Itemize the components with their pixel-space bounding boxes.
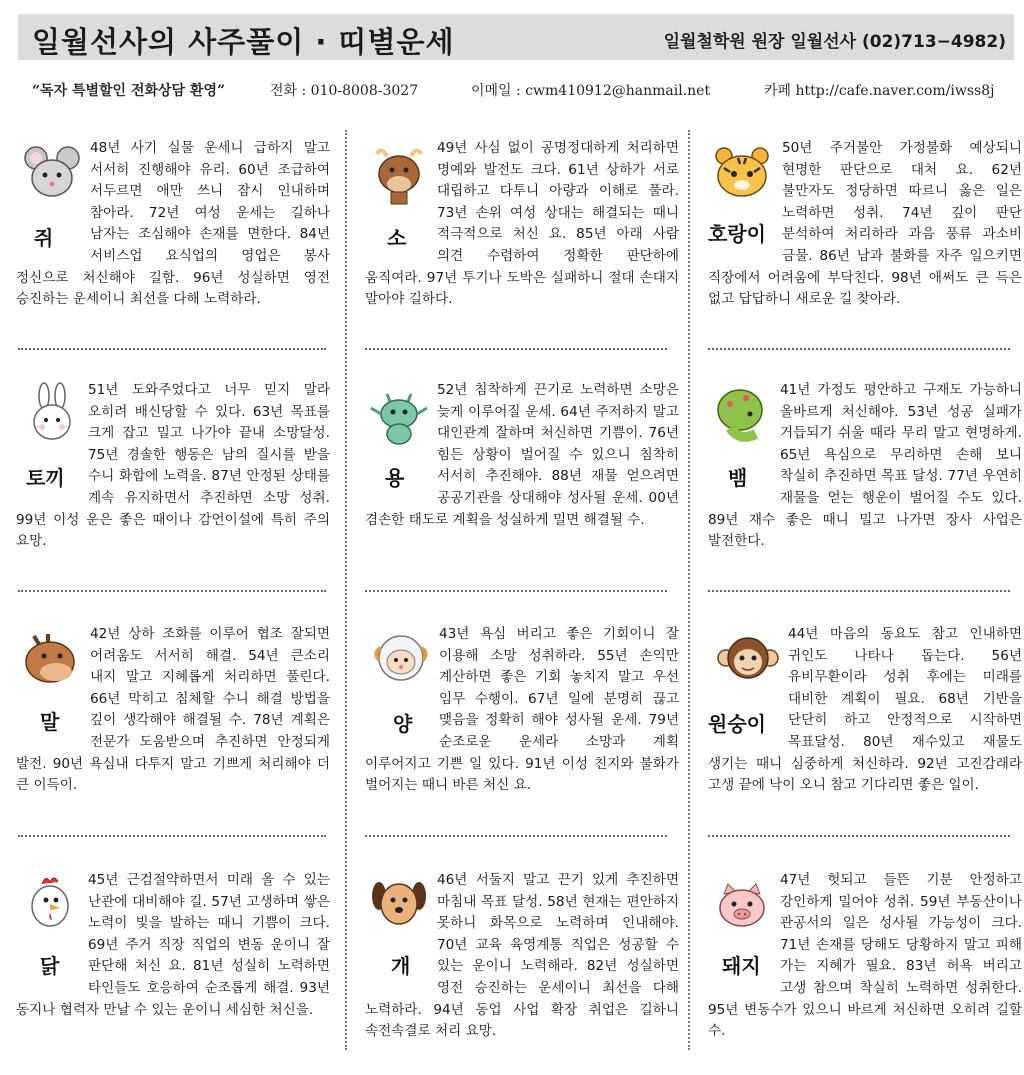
author-info: 일월철학원 원장 일월선사 (02)713−4982): [663, 32, 1006, 52]
row-divider: [708, 348, 1010, 350]
animal-name: 개: [391, 954, 411, 978]
animal-name: 뱀: [728, 466, 748, 490]
fortune-rooster: [16, 870, 341, 1075]
fortune-text: 52년 침착하게 끈기로 노력하면 소망은 늦게 이루어질 운세. 64년 주저하지 말고 대인관계 잘하며 처신하면 기쁨이. 76년 힘든 상황이 벌어질 수 있으니 침착히 서서히 추진해야. 88년 재물 얻으려면 공공기관을 상대해야 성사될 운세. 00년 겸손한 태도로 계획을 성실하게 밀면 해결될 수.: [365, 382, 679, 528]
fortune-monkey: [708, 624, 1024, 829]
row-divider: [365, 835, 667, 837]
page-title: 일월선사의 사주풀이 · 띠별운세: [32, 25, 455, 59]
row-divider: [18, 590, 326, 592]
phone-number: 전화 : 010-8008-3027: [270, 83, 419, 99]
fortune-text: 46년 서둘지 말고 끈기 있게 추진하면 마침내 목표 달성. 58년 현재는 편안하지 못하니 화목으로 노력하며 인내해야. 70년 교육 육영계통 직업은 성공할 수 있는 운이니 노력해라. 82년 성실하면 영전 승진하는 운세이니 최선을 다해 노력하라. 94년 동업 사업 확장 취업은 길하니 속전속결로 처리 요망.: [365, 872, 679, 1040]
fortune-dog: [365, 870, 690, 1075]
fortune-text: 49년 사심 없이 공명정대하게 처리하면 명예와 발전도 크다. 61년 상하가 서로 대립하고 다투니 아량과 이해로 풀라. 73년 손위 여성 상대는 해결되는 때니 적극적으로 처신 요. 85년 아래 사람 의견 수렴하여 정확한 판단하에 움직여라. 97년 투기나 도박은 실패하니 절대 손대지 말아야 길하다.: [365, 140, 679, 308]
fortune-tiger: [708, 138, 1024, 343]
animal-name: 닭: [40, 954, 60, 978]
fortune-text: 44년 마음의 동요도 참고 인내하면 귀인도 나타나 돕는다. 56년 유비무환이라 성취 후에는 미래를 대비한 계획이 필요. 68년 기반을 단단히 하고 안정적으로 시작하면 목표달성. 80년 재수있고 재물도 생기는 때니 심중하게 처신하라. 92년 고진감래라 고생 끝에 낙이 오니 참고 기다리면 좋은 일이.: [708, 626, 1022, 794]
fortune-text: 47년 헛되고 들뜬 기분 안정하고 강인하게 밀어야 성취. 59년 부동산이나 관공서의 일은 성사될 가능성이 크다. 71년 손재를 당해도 당황하지 말고 피해 가는 지혜가 필요. 83년 허욕 버리고 고생 참으며 착실히 노력하면 성취한다. 95년 변동수가 있으니 바르게 처신하면 오히려 길할 수.: [708, 872, 1022, 1040]
animal-name: 쥐: [34, 226, 54, 250]
fortune-snake: [708, 380, 1024, 585]
fortune-dragon: [365, 380, 690, 585]
fortune-ox: [365, 138, 690, 343]
cafe-link[interactable]: 카페 http://cafe.naver.com/iwss8j: [764, 83, 995, 99]
row-divider: [708, 590, 1010, 592]
fortune-text: 42년 상하 조화를 이루어 협조 잘되면 어려움도 서서히 해결. 54년 큰소리 내지 말고 지혜롭게 처리하면 풀린다. 66년 막히고 침체할 수니 해결 방법을 깊이 생각해야 해결될 수. 78년 계획은 전문가 도움받으며 추진하면 안정되게 발전. 90년 욕심내 다투지 말고 기쁘게 처리해야 더 큰 이득이.: [16, 626, 330, 794]
fortune-text: 45년 근검절약하면서 미래 올 수 있는 난관에 대비해야 길. 57년 고생하며 쌓은 노력이 빛을 발하는 때니 기쁨이 크다. 69년 주거 직장 직업의 변동 운이니 잘 판단해 처신 요. 81년 성실히 노력하면 타인들도 호응하여 순조롭게 해결. 93년 동지나 협력자 만날 수 있는 운이니 세심한 처신을.: [16, 872, 330, 1018]
fortune-rat: [16, 138, 341, 343]
animal-name: 돼지: [722, 954, 761, 978]
column-divider: [345, 130, 347, 1050]
row-divider: [18, 835, 326, 837]
header-banner: [18, 14, 1014, 60]
fortune-text: 50년 주거불안 가정불화 예상되니 현명한 판단으로 대처 요. 62년 불만자도 정당하면 따르니 옳은 일은 노력하면 성취. 74년 깊이 판단 분석하여 처리하라 과음 풍류 과소비 금물. 86년 남과 불화를 자주 일으키면 직장에서 어려움에 부닥친다. 98년 애써도 큰 득은 없고 답답하니 새로운 길 찾아라.: [708, 140, 1022, 308]
animal-name: 용: [385, 466, 405, 490]
fortune-text: 43년 욕심 버리고 좋은 기회이니 잘 이용해 소망 성취하라. 55년 손익만 계산하면 좋은 기회 놓치지 말고 우선 임무 수행이. 67년 일에 분명히 끊고 맺음을 정확히 해야 성사될 운세. 79년 순조로운 운세라 소망과 계획 이루어지고 기쁜 일 있다. 91년 이성 친지와 불화가 벌어지는 때니 바른 처신 요.: [365, 626, 679, 794]
row-divider: [708, 835, 1010, 837]
animal-name: 말: [40, 710, 60, 734]
row-divider: [365, 590, 667, 592]
fortune-text: 51년 도와주었다고 너무 믿지 말라 오히려 배신당할 수 있다. 63년 목표를 크게 잡고 밀고 나가야 끝내 소망달성. 75년 경솔한 행동은 남의 질시를 받을 수니 화합에 노력을. 87년 안정된 상태를 계속 유지하면서 추진하면 소망 성취. 99년 이성 운은 좋은 때이나 감언이설에 특히 주의 요망.: [16, 382, 330, 550]
row-divider: [365, 348, 667, 350]
fortune-pig: [708, 870, 1024, 1075]
animal-name: 토끼: [26, 466, 65, 490]
fortune-text: 41년 가정도 평안하고 구재도 가능하니 올바르게 처신해야. 53년 성공 실패가 거듭되기 쉬울 때라 무리 말고 현명하게. 65년 욕심으로 무리하면 손해 보니 착실히 추진하면 목표 달성. 77년 우연히 재물을 얻는 행운이 벌어질 수도 있다. 89년 재수 좋은 때니 밀고 나가면 장사 사업은 발전한다.: [708, 382, 1022, 550]
animal-name: 소: [387, 226, 407, 250]
fortune-sheep: [365, 624, 690, 829]
animal-name: 양: [393, 712, 413, 736]
fortune-rabbit: [16, 380, 341, 585]
row-divider: [18, 348, 326, 350]
animal-name: 원숭이: [708, 712, 766, 736]
fortune-horse: [16, 624, 341, 829]
promo-text: “독자 특별할인 전화상담 환영”: [32, 83, 226, 99]
fortune-text: 48년 사기 실물 운세니 급하지 말고 서서히 진행해야 유리. 60년 조급하여 서두르면 애만 쓰니 잠시 인내하며 참아라. 72년 여성 운세는 길하나 남자는 조심해야 손재를 면한다. 84년 서비스업 요식업의 영업은 봉사 정신으로 처신해야 길함. 96년 성실하면 영전 승진하는 운세이니 최선을 다해 노력하라.: [16, 140, 330, 308]
animal-name: 호랑이: [708, 222, 766, 246]
email-address: 이메일 : cwm410912@hanmail.net: [471, 83, 711, 99]
